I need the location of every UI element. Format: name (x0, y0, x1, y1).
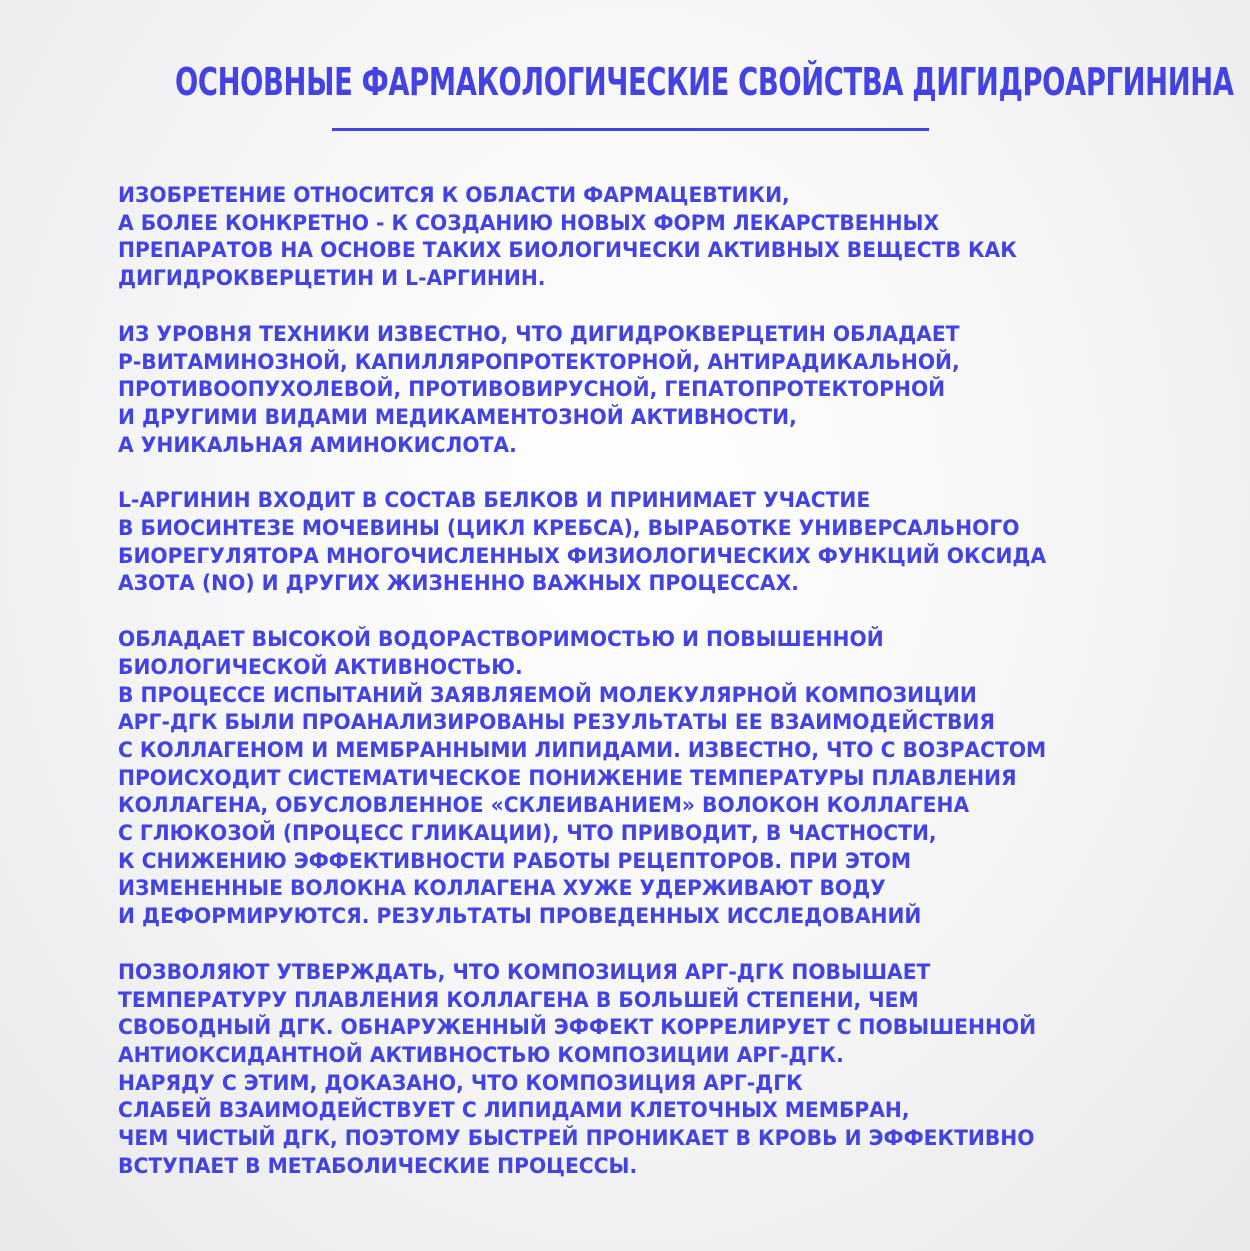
text-line: ПРЕПАРАТОВ НА ОСНОВЕ ТАКИХ БИОЛОГИЧЕСКИ АКТИВНЫХ ВЕЩЕСТВ КАК (118, 238, 1017, 263)
text-line: АНТИОКСИДАНТНОЙ АКТИВНОСТЬЮ КОМПОЗИЦИИ АРГ-ДГК. (118, 1042, 844, 1067)
text-line: Р-ВИТАМИНОЗНОЙ, КАПИЛЛЯРОПРОТЕКТОРНОЙ, АНТИРАДИКАЛЬНОЙ, (118, 349, 960, 374)
paragraph-dihydroquercetin (118, 321, 1128, 460)
text-line: С ГЛЮКОЗОЙ (ПРОЦЕСС ГЛИКАЦИИ), ЧТО ПРИВОДИТ, В ЧАСТНОСТИ, (118, 821, 937, 846)
page-title: ОСНОВНЫЕ ФАРМАКОЛОГИЧЕСКИЕ СВОЙСТВА ДИГИДРОАРГИНИНА (174, 60, 1234, 104)
text-line: И ДЕФОРМИРУЮТСЯ. РЕЗУЛЬТАТЫ ПРОВЕДЕННЫХ ИССЛЕДОВАНИЙ (118, 904, 922, 929)
text-line: СЛАБЕЙ ВЗАИМОДЕЙСТВУЕТ С ЛИПИДАМИ КЛЕТОЧНЫХ МЕМБРАН, (118, 1098, 910, 1123)
text-line: БИОРЕГУЛЯТОРА МНОГОЧИСЛЕННЫХ ФИЗИОЛОГИЧЕСКИХ ФУНКЦИЙ ОКСИДА (118, 543, 1047, 568)
text-line: АРГ-ДГК БЫЛИ ПРОАНАЛИЗИРОВАНЫ РЕЗУЛЬТАТЫ ЕЕ ВЗАИМОДЕЙСТВИЯ (118, 710, 996, 735)
body-text (118, 182, 1128, 1209)
text-line: ПОЗВОЛЯЮТ УТВЕРЖДАТЬ, ЧТО КОМПОЗИЦИЯ АРГ-ДГК ПОВЫШАЕТ (118, 959, 931, 984)
text-line: В БИОСИНТЕЗЕ МОЧЕВИНЫ (ЦИКЛ КРЕБСА), ВЫРАБОТКЕ УНИВЕРСАЛЬНОГО (118, 516, 1020, 541)
text-line: В ПРОЦЕССЕ ИСПЫТАНИЙ ЗАЯВЛЯЕМОЙ МОЛЕКУЛЯРНОЙ КОМПОЗИЦИИ (118, 682, 977, 707)
text-line: ИЗ УРОВНЯ ТЕХНИКИ ИЗВЕСТНО, ЧТО ДИГИДРОКВЕРЦЕТИН ОБЛАДАЕТ (118, 321, 960, 346)
text-line: ОБЛАДАЕТ ВЫСОКОЙ ВОДОРАСТВОРИМОСТЬЮ И ПОВЫШЕННОЙ (118, 627, 884, 652)
text-line: НАРЯДУ С ЭТИМ, ДОКАЗАНО, ЧТО КОМПОЗИЦИЯ АРГ-ДГК (118, 1070, 803, 1095)
text-line: ПРОТИВООПУХОЛЕВОЙ, ПРОТИВОВИРУСНОЙ, ГЕПАТОПРОТЕКТОРНОЙ (118, 377, 946, 402)
text-line: ЧЕМ ЧИСТЫЙ ДГК, ПОЭТОМУ БЫСТРЕЙ ПРОНИКАЕТ В КРОВЬ И ЭФФЕКТИВНО (118, 1126, 1035, 1151)
text-line: КОЛЛАГЕНА, ОБУСЛОВЛЕННОЕ «СКЛЕИВАНИЕМ» ВОЛОКОН КОЛЛАГЕНА (118, 793, 970, 818)
text-line: ПРОИСХОДИТ СИСТЕМАТИЧЕСКОЕ ПОНИЖЕНИЕ ТЕМПЕРАТУРЫ ПЛАВЛЕНИЯ (118, 765, 1017, 790)
text-line: ТЕМПЕРАТУРУ ПЛАВЛЕНИЯ КОЛЛАГЕНА В БОЛЬШЕЙ СТЕПЕНИ, ЧЕМ (118, 987, 919, 1012)
text-line: L-АРГИНИН ВХОДИТ В СОСТАВ БЕЛКОВ И ПРИНИМАЕТ УЧАСТИЕ (118, 488, 871, 513)
text-line: ИЗОБРЕТЕНИЕ ОТНОСИТСЯ К ОБЛАСТИ ФАРМАЦЕВТИКИ, (118, 183, 790, 207)
text-line: С КОЛЛАГЕНОМ И МЕМБРАННЫМИ ЛИПИДАМИ. ИЗВЕСТНО, ЧТО С ВОЗРАСТОМ (118, 737, 1047, 762)
text-line: СВОБОДНЫЙ ДГК. ОБНАРУЖЕННЫЙ ЭФФЕКТ КОРРЕЛИРУЕТ С ПОВЫШЕННОЙ (118, 1015, 1037, 1040)
text-line: К СНИЖЕНИЮ ЭФФЕКТИВНОСТИ РАБОТЫ РЕЦЕПТОРОВ. ПРИ ЭТОМ (118, 848, 912, 873)
text-line: А БОЛЕЕ КОНКРЕТНО - К СОЗДАНИЮ НОВЫХ ФОРМ ЛЕКАРСТВЕННЫХ (118, 210, 940, 235)
text-line: И ДРУГИМИ ВИДАМИ МЕДИКАМЕНТОЗНОЙ АКТИВНОСТИ, (118, 404, 797, 429)
paragraph-l-arginine (118, 487, 1128, 598)
text-line: ИЗМЕНЕННЫЕ ВОЛОКНА КОЛЛАГЕНА ХУЖЕ УДЕРЖИВАЮТ ВОДУ (118, 876, 886, 901)
text-line: ВСТУПАЕТ В МЕТАБОЛИЧЕСКИЕ ПРОЦЕССЫ. (118, 1153, 638, 1178)
text-line: А УНИКАЛЬНАЯ АМИНОКИСЛОТА. (118, 432, 517, 457)
title-underline (332, 128, 929, 131)
paragraph-research (118, 626, 1128, 931)
text-line: ДИГИДРОКВЕРЦЕТИН И L-АРГИНИН. (118, 266, 546, 291)
text-line: АЗОТА (NO) И ДРУГИХ ЖИЗНЕННО ВАЖНЫХ ПРОЦЕССАХ. (118, 571, 799, 596)
paragraph-invention-field (118, 182, 1128, 293)
text-line: БИОЛОГИЧЕСКОЙ АКТИВНОСТЬЮ. (118, 654, 523, 679)
paragraph-conclusions (118, 959, 1128, 1181)
